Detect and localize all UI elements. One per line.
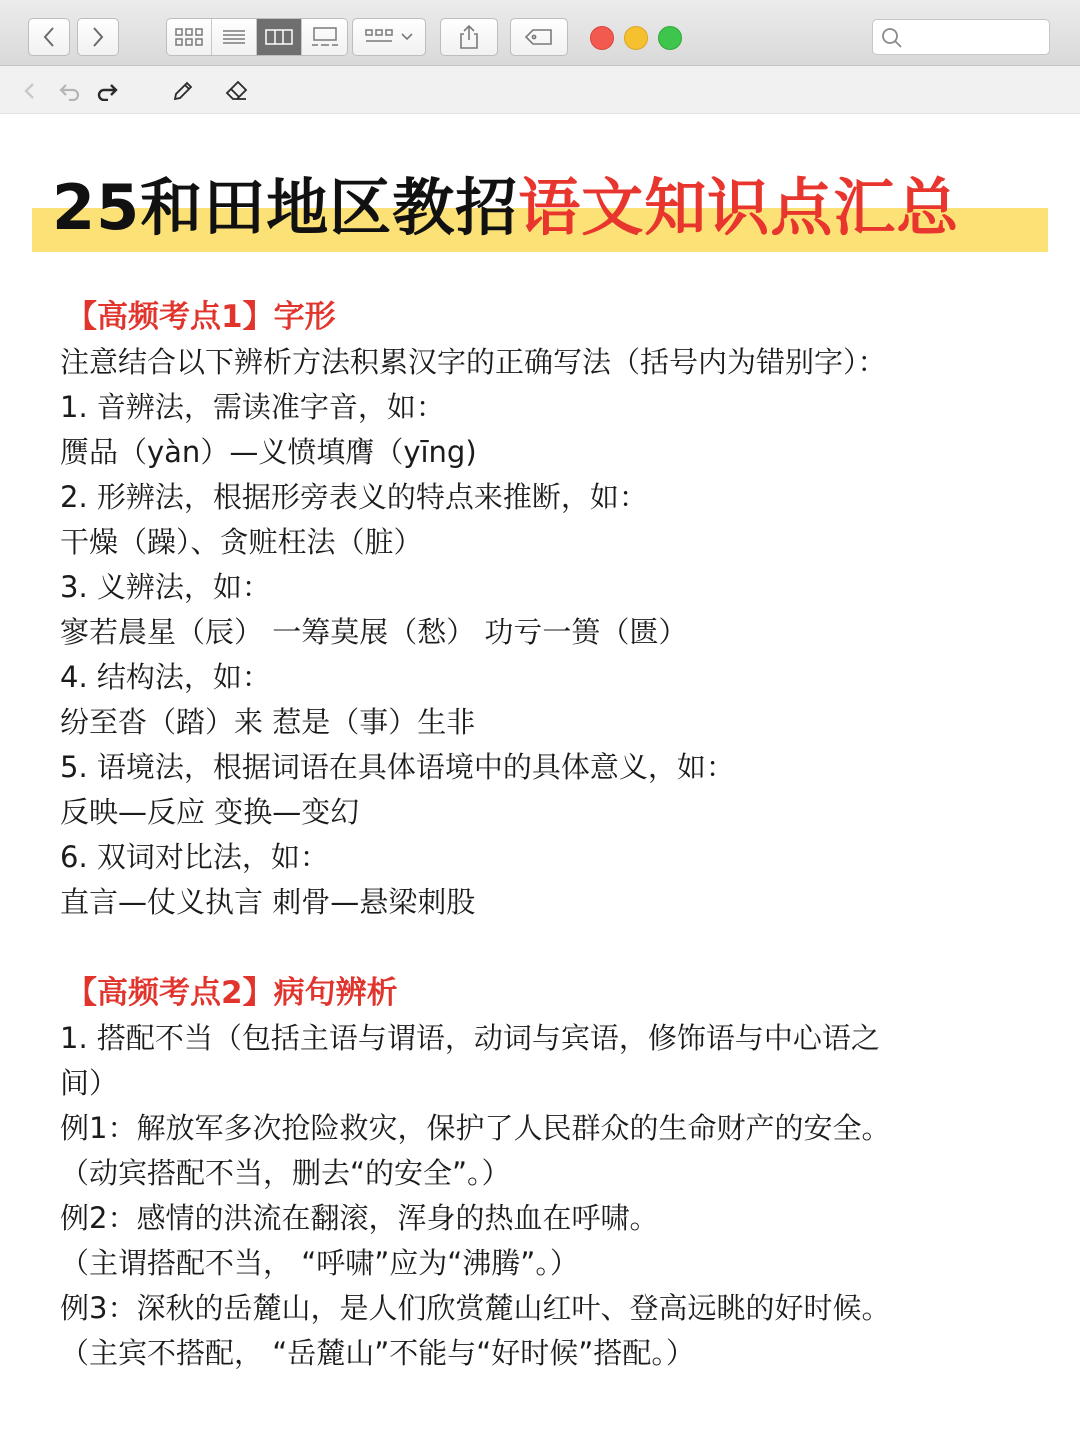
chevron-right-icon bbox=[91, 26, 105, 48]
section-heading: 【高频考点1】字形 bbox=[66, 299, 336, 335]
text-line: 例3：深秋的岳麓山，是人们欣赏麓山红叶、登高远眺的好时候。 bbox=[60, 1291, 891, 1325]
text-line: 1. 音辨法，需读准字音，如： bbox=[60, 390, 445, 424]
grid-view-button[interactable] bbox=[167, 19, 212, 55]
text-line: 寥若晨星（辰） 一筹莫展（愁） 功亏一篑（匮） bbox=[60, 615, 688, 649]
pencil-icon bbox=[171, 79, 195, 103]
redo-button[interactable] bbox=[94, 78, 120, 104]
text-line: 纷至沓（踏）来 惹是（事）生非 bbox=[60, 705, 476, 739]
group-icon bbox=[364, 27, 394, 47]
text-line: （动宾搭配不当，删去“的安全”。） bbox=[60, 1156, 511, 1190]
section-2 bbox=[60, 970, 1000, 1376]
eraser-icon bbox=[224, 79, 250, 103]
page-title-block bbox=[32, 168, 1048, 254]
text-line: 干燥（躁）、贪赃枉法（脏） bbox=[60, 525, 423, 559]
text-line: 例1：解放军多次抢险救灾，保护了人民群众的生命财产的安全。 bbox=[60, 1111, 891, 1145]
text-line: 例2：感情的洪流在翻滚，浑身的热血在呼啸。 bbox=[60, 1201, 659, 1235]
tag-button[interactable] bbox=[510, 18, 568, 56]
minimize-window-button[interactable] bbox=[624, 26, 648, 50]
search-field[interactable] bbox=[872, 19, 1050, 55]
text-line: 5. 语境法，根据词语在具体语境中的具体意义，如： bbox=[60, 750, 735, 784]
text-line: 反映—反应 变换—变幻 bbox=[60, 795, 360, 829]
grid-view-icon bbox=[174, 27, 204, 47]
text-line: 4. 结构法，如： bbox=[60, 660, 271, 694]
redo-icon bbox=[95, 81, 119, 101]
section-1 bbox=[60, 294, 1000, 925]
undo-icon bbox=[58, 81, 82, 101]
zoom-window-button[interactable] bbox=[658, 26, 682, 50]
section-heading: 【高频考点2】病句辨析 bbox=[66, 975, 398, 1011]
text-line: 2. 形辨法，根据形旁表义的特点来推断，如： bbox=[60, 480, 648, 514]
text-line: 赝品（yàn）—义愤填膺（yīng) bbox=[60, 435, 477, 469]
edit-toolbar bbox=[0, 66, 1080, 114]
view-mode-switcher[interactable] bbox=[166, 18, 348, 56]
title-part-red: 语文知识点汇总 bbox=[518, 171, 960, 244]
text-line: 3. 义辨法，如： bbox=[60, 570, 271, 604]
chevron-down-icon bbox=[400, 32, 414, 42]
window-toolbar bbox=[0, 0, 1080, 66]
text-line: （主宾不搭配， “岳麓山”不能与“好时候”搭配。） bbox=[60, 1336, 695, 1370]
text-line: 6. 双词对比法，如： bbox=[60, 840, 329, 874]
pencil-tool-button[interactable] bbox=[170, 78, 196, 104]
gallery-view-button[interactable] bbox=[302, 19, 347, 55]
share-button[interactable] bbox=[440, 18, 498, 56]
text-line: 1. 搭配不当（包括主语与谓语，动词与宾语，修饰语与中心语之 bbox=[60, 1021, 880, 1055]
eraser-tool-button[interactable] bbox=[224, 78, 250, 104]
back-icon bbox=[21, 81, 37, 101]
text-line: 直言—仗义执言 刺骨—悬梁刺股 bbox=[60, 885, 476, 919]
column-view-icon bbox=[264, 27, 294, 47]
column-view-button[interactable] bbox=[257, 19, 302, 55]
note-content bbox=[60, 294, 1000, 1376]
text-line: 注意结合以下辨析方法积累汉字的正确写法（括号内为错别字）： bbox=[60, 345, 887, 379]
group-by-dropdown[interactable] bbox=[352, 18, 426, 56]
undo-button[interactable] bbox=[57, 78, 83, 104]
list-view-button[interactable] bbox=[212, 19, 257, 55]
close-window-button[interactable] bbox=[590, 26, 614, 50]
back-arrow-button[interactable] bbox=[16, 78, 42, 104]
forward-button[interactable] bbox=[77, 18, 119, 56]
text-line: 间） bbox=[60, 1066, 119, 1100]
page-title bbox=[52, 168, 959, 248]
tag-icon bbox=[524, 28, 554, 46]
chevron-left-icon bbox=[42, 26, 56, 48]
search-icon bbox=[881, 27, 903, 49]
gallery-view-icon bbox=[310, 26, 340, 48]
back-button[interactable] bbox=[28, 18, 70, 56]
title-part-black: 25和田地区教招 bbox=[52, 171, 519, 244]
share-icon bbox=[458, 24, 480, 50]
list-view-icon bbox=[221, 27, 247, 47]
spacer bbox=[60, 925, 1000, 970]
text-line: （主谓搭配不当， “呼啸”应为“沸腾”。） bbox=[60, 1246, 579, 1280]
